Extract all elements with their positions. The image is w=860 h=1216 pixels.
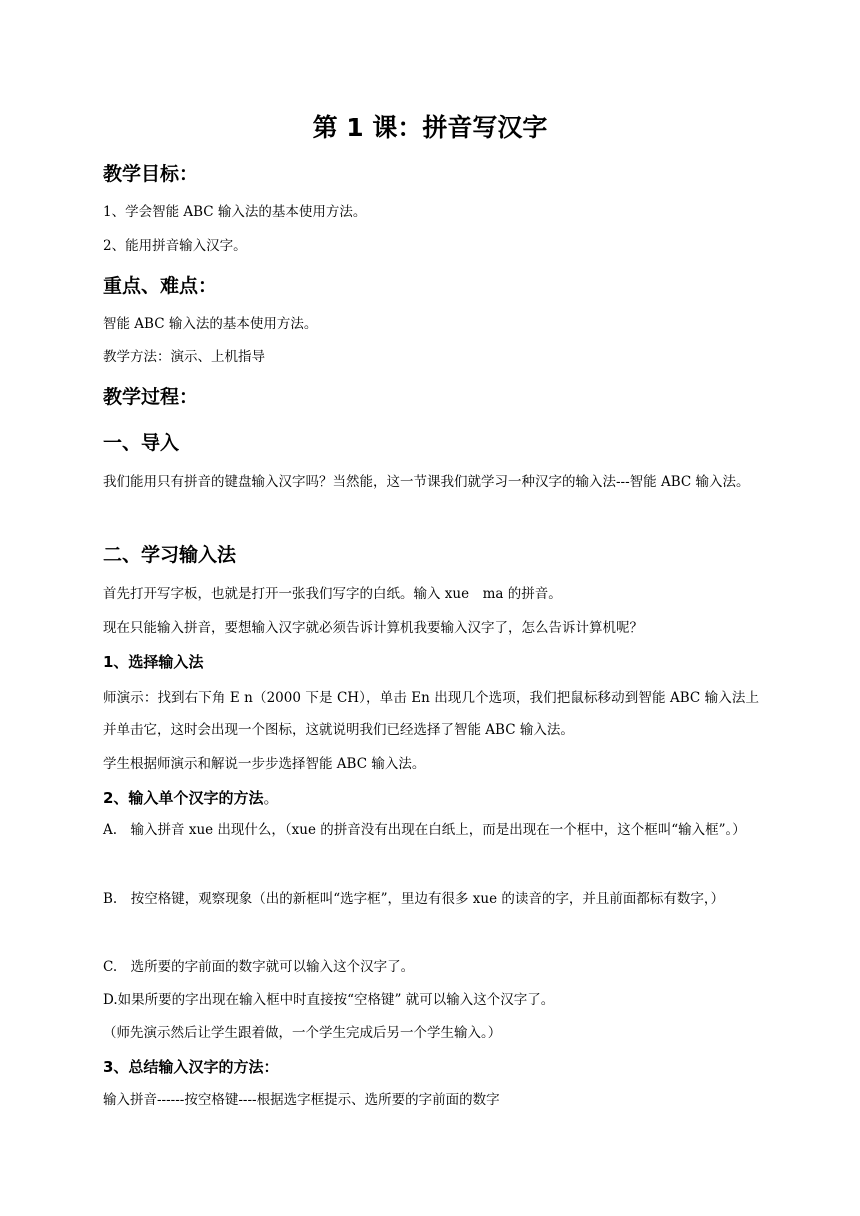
step-3-heading: 3、总结输入汉字的方法： bbox=[103, 1058, 279, 1076]
objectives-heading: 教学目标： bbox=[103, 163, 199, 185]
step-2-item-a: A. 输入拼音 xue 出现什么，（xue 的拼音没有出现在白纸上，而是出现在一个框中，这个框叫“输入框”。） bbox=[103, 822, 746, 838]
step-2-heading-text: 2、输入单个汉字的方法 bbox=[103, 789, 264, 807]
section-2-para-2: 现在只能输入拼音，要想输入汉字就必须告诉计算机我要输入汉字了，怎么告诉计算机呢？ bbox=[103, 620, 643, 636]
section-2-para-1: 首先打开写字板，也就是打开一张我们写字的白纸。输入 xue ma 的拼音。 bbox=[103, 586, 562, 602]
step-1-text: 师演示：找到右下角 E n（2000 下是 CH），单击 En 出现几个选项，我们把鼠标移动到智能 ABC 输入法上并单击它，这时会出现一个图标，这就说明我们已经选择了智能 ABC 输入法。 bbox=[103, 690, 759, 738]
step-3-text: 输入拼音------按空格键----根据选字框提示、选所要的字前面的数字 bbox=[103, 1092, 500, 1108]
step-2-heading-tail: 。 bbox=[263, 789, 279, 807]
process-heading: 教学过程： bbox=[103, 386, 199, 408]
step-1-heading: 1、选择输入法 bbox=[103, 653, 204, 671]
step-2-item-c: C. 选所要的字前面的数字就可以输入这个汉字了。 bbox=[103, 959, 415, 975]
step-1-student: 学生根据师演示和解说一步步选择智能 ABC 输入法。 bbox=[103, 756, 426, 772]
objective-2: 2、能用拼音输入汉字。 bbox=[103, 238, 247, 254]
key-points-text: 智能 ABC 输入法的基本使用方法。 bbox=[103, 316, 318, 332]
step-2-item-b: B. 按空格键，观察现象（出的新框叫“选字框”，里边有很多 xue 的读音的字，并且前面都标有数字，） bbox=[103, 891, 725, 907]
section-1-text: 我们能用只有拼音的键盘输入汉字吗？当然能，这一节课我们就学习一种汉字的输入法---智能 ABC 输入法。 bbox=[103, 474, 750, 490]
teaching-method: 教学方法：演示、上机指导 bbox=[103, 349, 265, 365]
lesson-title: 第 1 课：拼音写汉字 bbox=[312, 113, 548, 142]
step-2-heading bbox=[103, 787, 278, 809]
step-2-item-d: D.如果所要的字出现在输入框中时直接按“空格键” 就可以输入这个汉字了。 bbox=[103, 992, 555, 1008]
section-2-heading: 二、学习输入法 bbox=[103, 544, 237, 566]
key-points-heading: 重点、难点： bbox=[103, 275, 218, 297]
step-2-note: （师先演示然后让学生跟着做，一个学生完成后另一个学生输入。） bbox=[103, 1025, 502, 1041]
objective-1: 1、学会智能 ABC 输入法的基本使用方法。 bbox=[103, 204, 367, 220]
section-1-heading: 一、导入 bbox=[103, 432, 180, 454]
